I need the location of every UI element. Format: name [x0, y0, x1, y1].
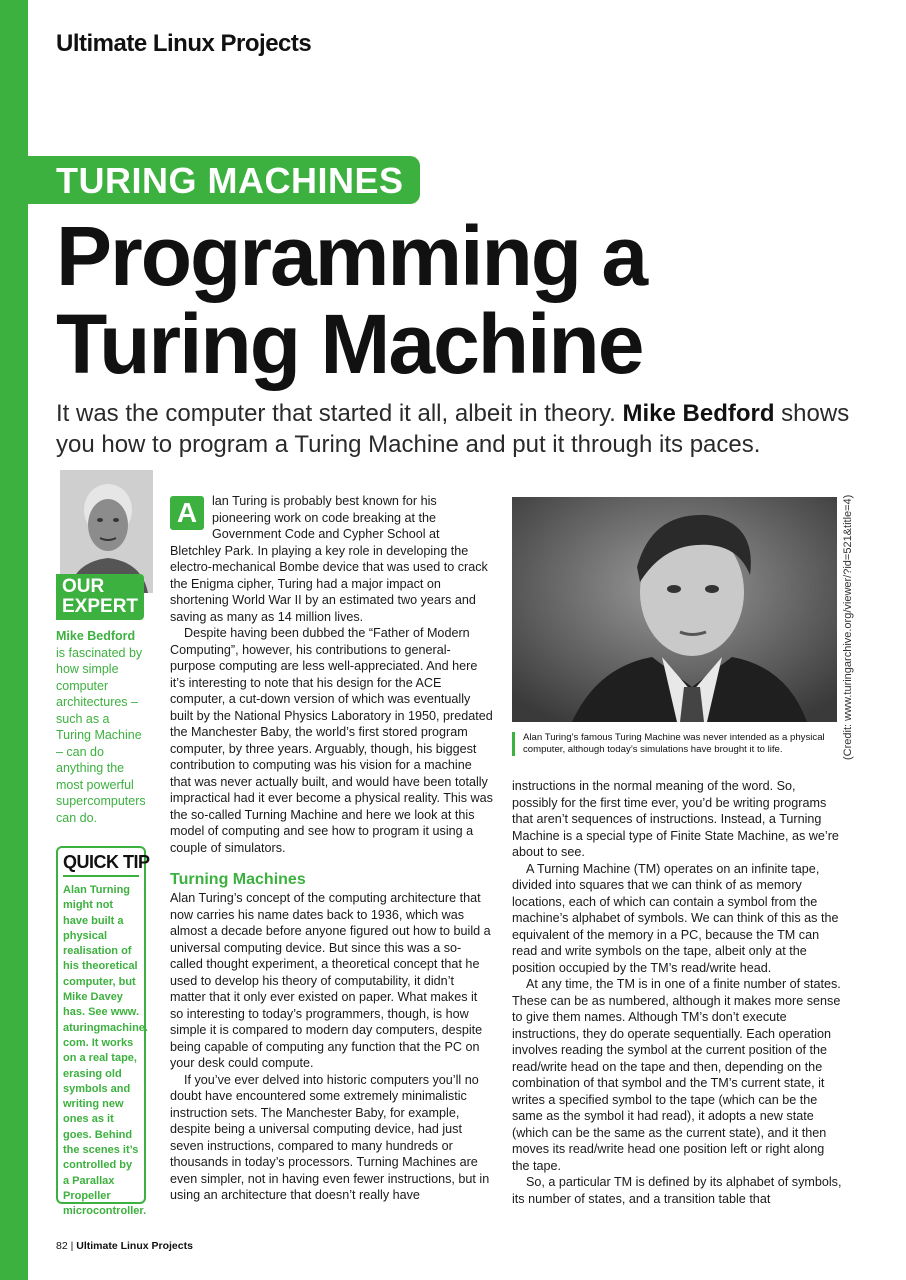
expert-bio-text: is fascinated by how simple computer architectures – such as a Turing Machine – can do anything the most powerful supercomputers can do.: [56, 645, 146, 825]
quick-tip-title: QUICK TIP: [63, 852, 139, 877]
section-tab: [28, 156, 420, 204]
turing-photo: [512, 497, 837, 722]
standfirst-text-1: It was the computer that started it all, albeit in theory.: [56, 400, 623, 427]
drop-cap: A: [170, 496, 204, 530]
paragraph-4: If you’ve ever delved into historic computers you’ll no doubt have encountered some extremely minimalistic instruction sets. The Manchester Baby, for example, despite being a universal computing device, had just seven instructions, compared to many hundreds or thousands in today’s processors. Turning Machines are even simpler, not in having even fewer instructions, but in using an architecture that doesn’t really have: [170, 1072, 490, 1202]
article-column-1: [170, 493, 493, 1204]
paragraph-3: Alan Turing’s concept of the computing architecture that now carries his name dates back to 1936, which was almost a decade before anyone figured out how to build a universal computing device. But since this was a so-called thought experiment, a theoretical concept that he used to develop his theory of computability, it didn’t matter that it only ever existed on paper. What makes it so interesting to today’s programmers, though, is how simple it is compared to modern day computers, despite being capable of computing any function that the PC on your desk could compute.: [170, 891, 491, 1070]
expert-badge-line-2: EXPERT: [62, 596, 139, 617]
section-tab-label: TURING MACHINES: [56, 160, 404, 201]
page-footer: [56, 1240, 193, 1252]
paragraph-6: A Turning Machine (TM) operates on an infinite tape, divided into squares that we can think of as memory locations, each of which can contain a symbol from the machine’s alphabet of symbols. We can think of this as the equivalent of the memory in a PC, because the TM can read and write symbols on the tape, albeit only at the position occupied by the TM’s read/write head.: [512, 861, 839, 975]
article-column-2: [512, 778, 842, 1207]
standfirst-author: Mike Bedford: [622, 400, 775, 427]
footer-title: Ultimate Linux Projects: [76, 1240, 193, 1252]
photo-caption: Alan Turing’s famous Turing Machine was never intended as a physical computer, although today’s simulations have brought it to life.: [512, 732, 842, 756]
expert-name: Mike Bedford: [56, 629, 136, 643]
paragraph-1: [170, 493, 493, 625]
quick-tip-body: Alan Turning might not have built a physical realisation of his theoretical computer, but Mike Davey has. See www. aturingmachine. com. It works on a real tape, erasing old symbols and writing new ones as it goes. Behind the scenes it’s controlled by a Parallax Propeller microcontroller.: [63, 884, 148, 1218]
paragraph-1-text: lan Turing is probably best known for his pioneering work on code breaking at the Government Code and Cypher School at Bletchley Park. In playing a key role in developing the electro-mechanical Bombe device that was used to crack the Enigma cipher, Turing had a major impact on shortening World War II by an estimated two years and saving as many as 14 million lives.: [170, 494, 488, 624]
paragraph-8: So, a particular TM is defined by its alphabet of symbols, its number of states, and a transition table that: [512, 1175, 842, 1206]
paragraph-2: Despite having been dubbed the “Father of Modern Computing”, however, his contributions to general-purpose computing are less well-appreciated. And here it’s interesting to note that his design for the ACE computer, a cut-down version of which was eventually built by the National Physics Laboratory in 1950, predated the Manchester Baby, the world’s first stored program computer, by three years. Arguably, though, his biggest contribution to computing was his vision for a machine that was never actually built, and would have been totally impractical had it ever become a physical reality. This was the so-called Turning Machine and here we look at this model of computing and see how to program it using a couple of simulators.: [170, 626, 493, 855]
footer-separator: |: [67, 1240, 77, 1252]
expert-badge-line-1: OUR: [62, 576, 105, 597]
turing-portrait-image: [512, 497, 837, 722]
expert-bio: [56, 628, 146, 826]
standfirst: [56, 398, 856, 460]
title-line-2: Turing Machine: [56, 297, 643, 391]
standfirst-text-2: shows you how to program a Turing Machine and put it through its paces.: [56, 400, 850, 458]
article-title: [56, 209, 647, 391]
page-number: 82: [56, 1240, 68, 1252]
paragraph-5: instructions in the normal meaning of the word. So, possibly for the first time ever, you’d be writing programs that aren’t sequences of instructions. Instead, a Turning Machine is a special type of Finite State Machine, as we’re about to see.: [512, 779, 839, 859]
photo-credit: (Credit: www.turingarchive.org/viewer/?id=521&title=4): [842, 494, 854, 760]
subheading: Turning Machines: [170, 871, 306, 888]
green-side-bar: [0, 0, 28, 1280]
paragraph-7: At any time, the TM is in one of a finite number of states. These can be as numbered, although it makes more sense to give them names. Although TM’s don’t execute instructions, they do operate sequentially. Each operation involves reading the symbol at the current position of the read/write head on the tape and then, depending on the combination of that symbol and the TM’s current state, it writes a specified symbol to the tape (which can be the same as the symbol it had read), it adopts a new state (which can be the same as the current state), and it then moves its read/write head one position left or right along the tape.: [512, 977, 841, 1173]
magazine-header: Ultimate Linux Projects: [56, 30, 312, 57]
quick-tip-box: [56, 846, 150, 1218]
title-line-1: Programming a: [56, 209, 647, 303]
expert-badge: [56, 574, 144, 620]
